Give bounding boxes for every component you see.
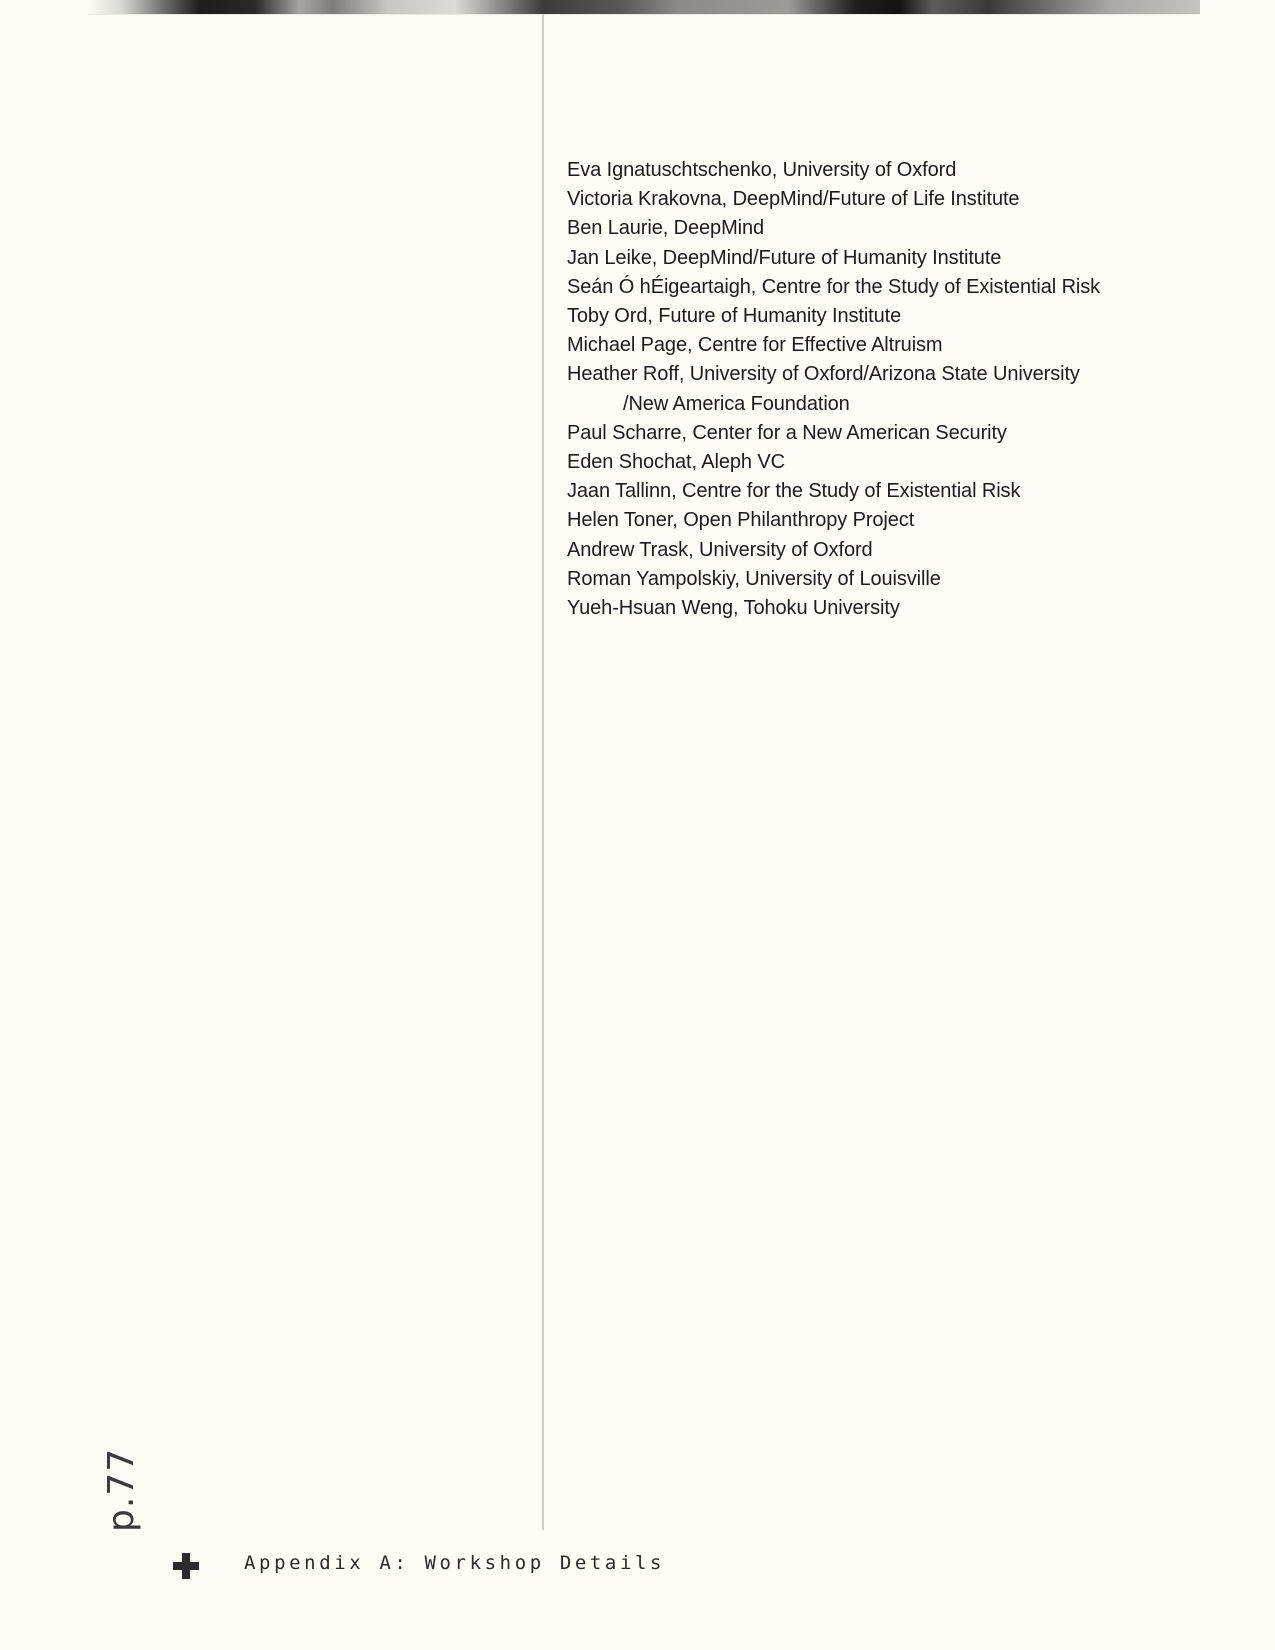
list-item: Michael Page, Centre for Effective Altruism (567, 334, 943, 357)
list-item: Seán Ó hÉigeartaigh, Centre for the Study of Existential Risk (567, 275, 1101, 298)
list-item: Jaan Tallinn, Centre for the Study of Existential Risk (567, 480, 1021, 503)
header-gradient-bar (88, 0, 1200, 14)
list-item: Paul Scharre, Center for a New American Security (567, 421, 1007, 444)
list-item: Jan Leike, DeepMind/Future of Humanity Institute (567, 246, 1002, 269)
list-item: Eva Ignatuschtschenko, University of Oxford (567, 159, 957, 181)
list-item: Ben Laurie, DeepMind (567, 217, 765, 240)
list-item: Heather Roff, University of Oxford/Arizona State University (567, 363, 1080, 386)
column-divider (542, 14, 544, 1530)
list-item: Toby Ord, Future of Humanity Institute (567, 305, 902, 328)
list-item: Roman Yampolskiy, University of Louisville (567, 567, 941, 590)
list-item: Victoria Krakovna, DeepMind/Future of Life Institute (567, 188, 1020, 211)
page-number: p.77 (101, 1447, 142, 1532)
plus-icon (173, 1553, 199, 1579)
list-item-continuation (567, 390, 1100, 419)
list-item: Helen Toner, Open Philanthropy Project (567, 509, 915, 532)
list-item: Andrew Trask, University of Oxford (567, 538, 873, 561)
continuation-text: /New America Foundation (623, 392, 850, 415)
list-item: Yueh-Hsuan Weng, Tohoku University (567, 597, 900, 620)
attendee-list (567, 156, 1100, 623)
list-item: Eden Shochat, Aleph VC (567, 451, 785, 474)
section-title: Appendix A: Workshop Details (244, 1552, 666, 1574)
